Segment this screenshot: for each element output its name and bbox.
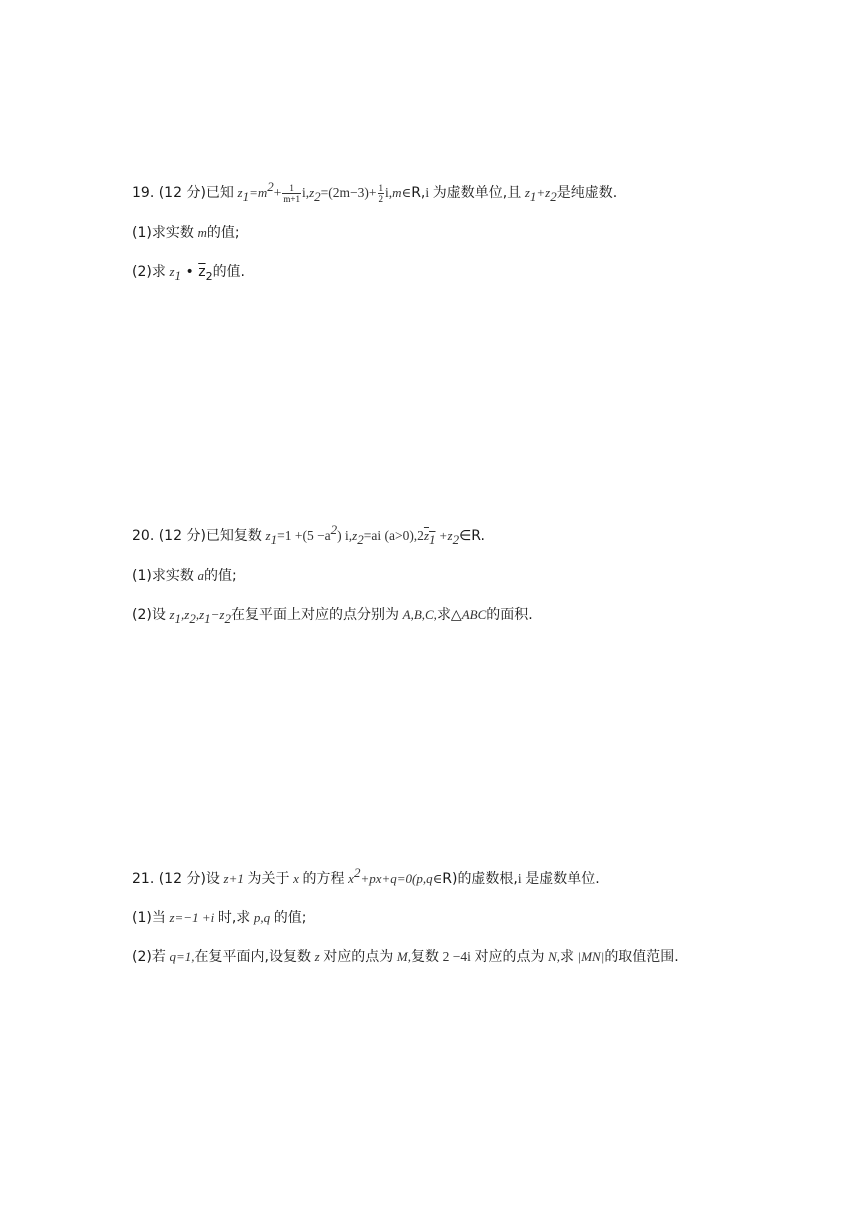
- q20-z2-sub: 2: [357, 531, 364, 547]
- q20-zbar: $\overline{z}$: [423, 528, 429, 543]
- q21-eq-x: x: [348, 871, 354, 886]
- q20-part2: [132, 605, 533, 625]
- q19-p1-end: 的值;: [206, 225, 240, 241]
- q21-p1-text: (1)当: [132, 910, 166, 926]
- q20-p2-sub2: 2: [189, 610, 196, 626]
- q20-p2-text: (2)设: [132, 607, 166, 623]
- q19-sq: 2: [267, 179, 274, 195]
- q19-frac2-num: 1: [378, 183, 384, 194]
- q20-statement: [132, 522, 485, 547]
- q20-z2: z: [352, 528, 358, 543]
- q20-in-R: ∈R.: [459, 528, 485, 544]
- q21-part2: [132, 947, 679, 967]
- q21-p2-f: 求: [560, 949, 575, 965]
- q19-p2-zbar: $\overline{z}$: [198, 264, 206, 280]
- q20-p2-sub4: 2: [224, 610, 231, 626]
- q19-eq-m: =m: [249, 185, 268, 200]
- q19-sum-sub1: 1: [529, 188, 537, 204]
- q20-expr1: =1 +(5 −a: [277, 528, 331, 543]
- q21-p2-N: N,: [548, 949, 561, 964]
- q19-plus: +: [273, 185, 282, 200]
- q20-p1-end: 的值;: [203, 568, 237, 584]
- q21-part1: [132, 908, 307, 928]
- q21-p2-num: 2 −4i: [442, 949, 471, 964]
- q21-eq-R: R): [442, 871, 458, 887]
- q19-head: 19. (12 分)已知: [132, 185, 234, 201]
- q19-z2: z: [309, 185, 315, 200]
- q19-part1: [132, 223, 240, 243]
- q20-p2-c1: ,z: [181, 607, 190, 622]
- q21-t3: 的虚数根,: [457, 871, 518, 887]
- q19-z2-sub: 2: [314, 188, 321, 204]
- q20-p2-abc: ABC: [461, 607, 487, 622]
- q20-plus-sub: 2: [452, 531, 460, 547]
- q19-p2-text: (2)求: [132, 264, 166, 280]
- q19-p2-end: 的值.: [212, 264, 246, 280]
- q20-p2-triangle: 求△: [436, 607, 462, 623]
- q19-part2: [132, 262, 245, 282]
- q21-head: 21. (12 分)设: [132, 871, 220, 887]
- q21-t1: 为关于: [247, 871, 290, 887]
- q21-p2-c: 对应的点为: [323, 949, 394, 965]
- q19-p1-text: (1)求实数: [132, 225, 194, 241]
- q19-sum-plus: +z: [536, 185, 551, 200]
- q21-p1-end: 的值;: [273, 910, 307, 926]
- q19-frac-num: 1: [282, 183, 301, 194]
- q19-z1-sub: 1: [242, 188, 250, 204]
- q19-z1: z: [237, 185, 243, 200]
- q20-p2-sub1: 1: [174, 610, 182, 626]
- q20-p1-text: (1)求实数: [132, 568, 194, 584]
- q21-statement: [132, 865, 600, 889]
- q20-z1: z: [265, 528, 271, 543]
- q21-p1-expr: z=−1 +i: [169, 910, 215, 925]
- q19-plus2: +: [368, 185, 377, 200]
- q19-sum-sub2: 2: [550, 188, 557, 204]
- q19-fraction2: [378, 183, 385, 204]
- q21-p2-text: (2)若: [132, 949, 166, 965]
- q21-i-unit: i: [517, 871, 522, 886]
- q20-p2-points: A,B,C,: [402, 607, 437, 622]
- q20-plus: +z: [435, 528, 453, 543]
- q20-expr1b: ) i,: [337, 528, 353, 543]
- q21-x: x: [293, 871, 299, 886]
- q21-p2-end: 的取值范围.: [604, 949, 679, 965]
- q21-t2: 的方程: [302, 871, 345, 887]
- q19-tail1: 为虚数单位,且: [432, 185, 522, 201]
- q19-p2-dot: •: [181, 264, 199, 280]
- q20-sq: 2: [330, 522, 338, 538]
- q20-p1-a: a: [197, 568, 204, 583]
- q21-p2-d: 复数: [410, 949, 439, 965]
- q19-R: R,: [411, 185, 426, 201]
- q19-p2-sub1: 1: [174, 267, 182, 283]
- q21-eq-sq: 2: [353, 865, 361, 881]
- q19-frac-den: m+1: [283, 194, 300, 205]
- q20-p2-sub3: 1: [204, 610, 211, 626]
- q20-p2-end: 的面积.: [486, 607, 533, 623]
- q19-statement: [132, 179, 618, 205]
- q19-sum-z1: z: [524, 185, 530, 200]
- q19-p2-sub2: 2: [205, 269, 213, 283]
- q20-part1: [132, 566, 237, 586]
- q21-p2-e: 对应的点为: [474, 949, 545, 965]
- q21-zplus: z+1: [223, 871, 244, 886]
- q21-p2-q: q=1,: [169, 949, 195, 964]
- q21-p2-z: z: [314, 949, 320, 964]
- q19-i-unit: i: [425, 185, 430, 200]
- q20-zbar-sub: 1: [429, 531, 436, 547]
- q19-frac2-den: 2: [378, 194, 384, 205]
- q20-z1-sub: 1: [270, 531, 278, 547]
- q21-p1-pq: p,q: [253, 910, 271, 925]
- q19-m-in: m∈: [392, 185, 412, 200]
- q19-i1: i,: [301, 185, 310, 200]
- q21-t4: 是虚数单位.: [525, 871, 600, 887]
- q21-p2-M: M,: [396, 949, 411, 964]
- q21-p2-MN: |MN|: [577, 949, 605, 964]
- q21-eq-body: +px+q=0(p,q∈: [360, 871, 443, 886]
- q20-p2-z1: z: [169, 607, 175, 622]
- q19-p2-z1: z: [169, 264, 175, 279]
- q20-p2-mid: 在复平面上对应的点分别为: [231, 607, 399, 623]
- q20-expr2: =ai (a>0),2: [363, 528, 424, 543]
- q19-z2-expr: =(2m−3): [320, 185, 369, 200]
- q19-tail2: 是纯虚数.: [556, 185, 618, 201]
- q20-p2-minus: −z: [210, 607, 225, 622]
- q21-p1-mid: 时,求: [217, 910, 251, 926]
- q21-p2-b: 在复平面内,设复数: [194, 949, 311, 965]
- q20-head: 20. (12 分)已知复数: [132, 528, 262, 544]
- q19-p1-m: m: [197, 225, 207, 240]
- q19-fraction: [282, 183, 301, 204]
- q19-i2: i,: [385, 185, 393, 200]
- q20-p2-c2: ,z: [195, 607, 205, 622]
